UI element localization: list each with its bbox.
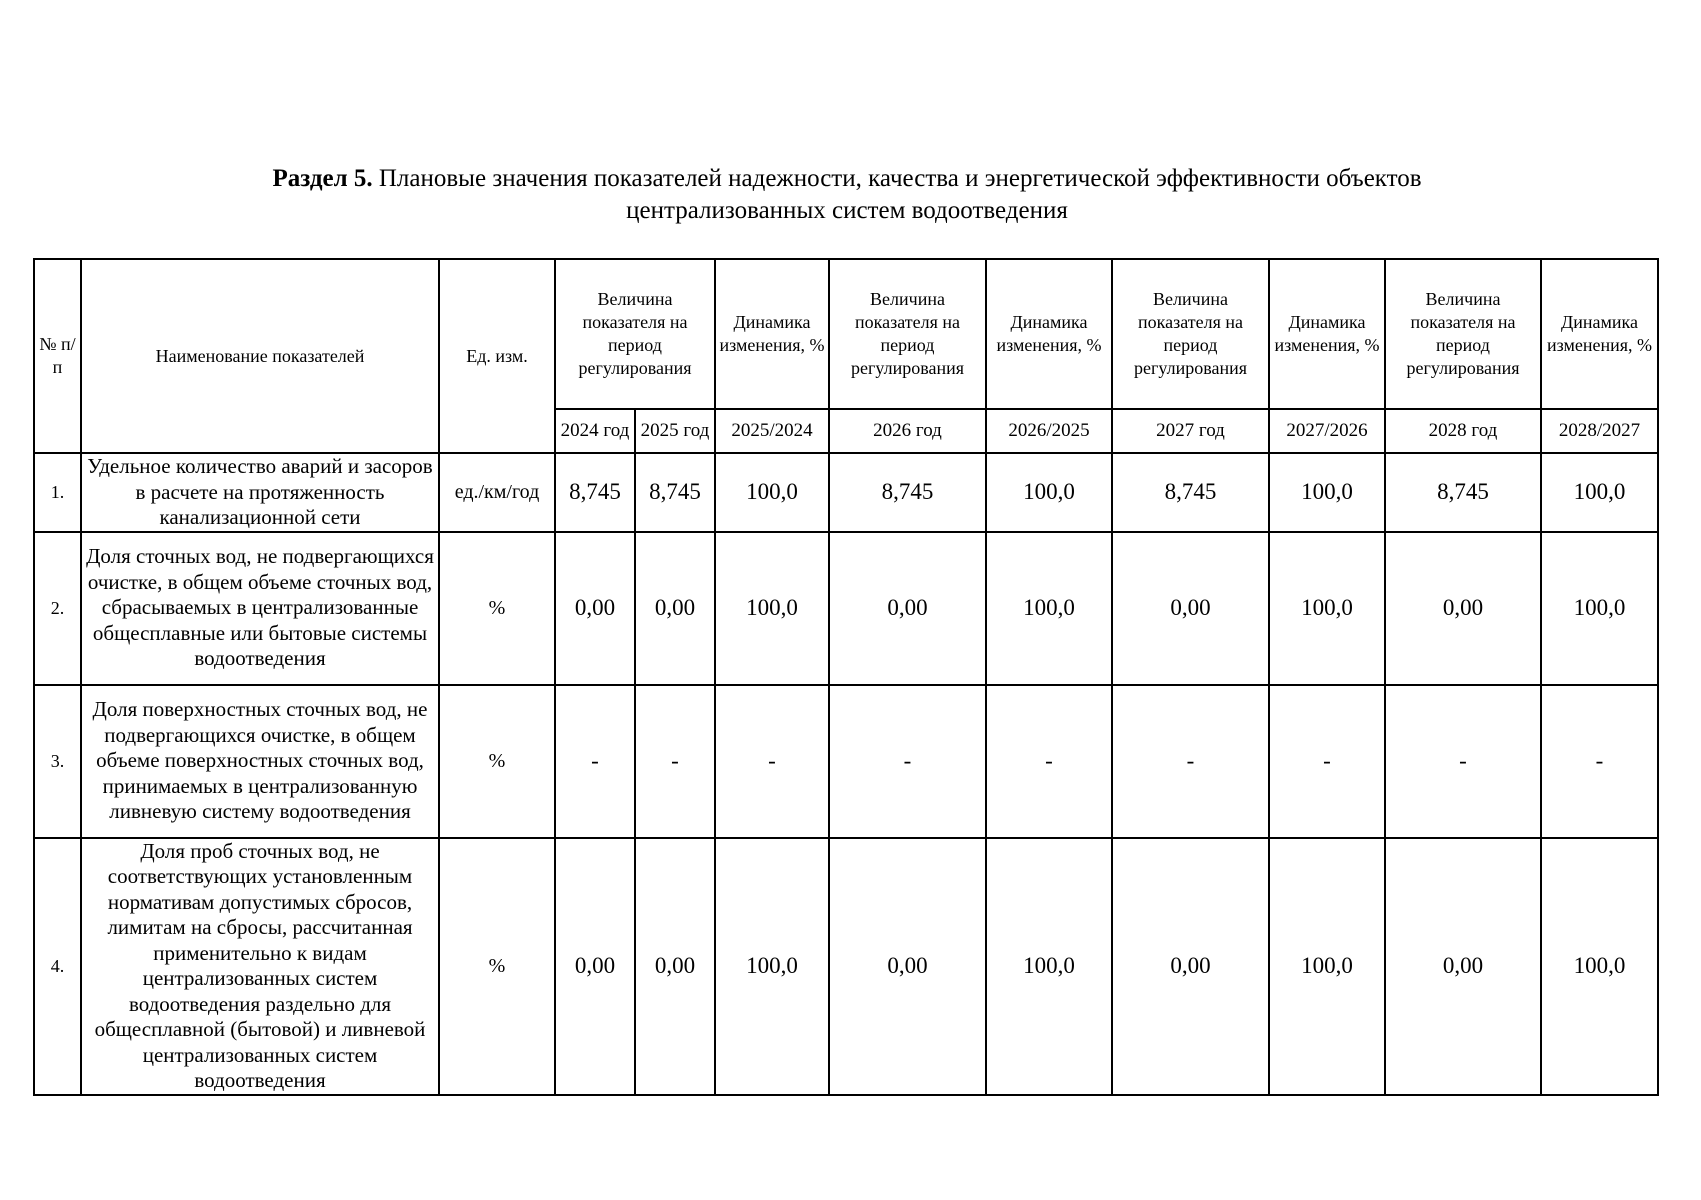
value-cell: - [1269, 685, 1385, 838]
value-cell: 0,00 [829, 532, 986, 685]
value-cell: 0,00 [555, 838, 635, 1095]
value-cell: 100,0 [986, 453, 1112, 532]
indicator-name: Доля сточных вод, не подвергающихся очистке, в общем объеме сточных вод, сбрасываемых в централизованные общесплавные или бытовые системы водоотведения [81, 532, 439, 685]
header-year-2027: 2027 год [1112, 409, 1269, 453]
header-dynamics: Динамика изменения, % [1541, 259, 1658, 409]
value-cell: 8,745 [1112, 453, 1269, 532]
value-cell: 8,745 [829, 453, 986, 532]
value-cell: 0,00 [1385, 532, 1541, 685]
header-value-period: Величина показателя на период регулирования [1385, 259, 1541, 409]
section-title [120, 163, 1574, 227]
unit-cell: % [439, 838, 555, 1095]
table-row [34, 685, 1658, 838]
value-cell: 8,745 [635, 453, 715, 532]
header-year-2025: 2025 год [635, 409, 715, 453]
table-row [34, 453, 1658, 532]
value-cell: - [635, 685, 715, 838]
value-cell: - [1541, 685, 1658, 838]
value-cell: 8,745 [1385, 453, 1541, 532]
header-year-2028: 2028 год [1385, 409, 1541, 453]
value-cell: 0,00 [635, 838, 715, 1095]
value-cell: - [1385, 685, 1541, 838]
header-value-period: Величина показателя на период регулирования [1112, 259, 1269, 409]
indicators-table [33, 258, 1659, 1096]
table-row [34, 532, 1658, 685]
title-line-2: централизованных систем водоотведения [626, 197, 1068, 224]
header-unit: Ед. изм. [439, 259, 555, 453]
value-cell: 0,00 [1112, 838, 1269, 1095]
value-cell: - [555, 685, 635, 838]
value-cell: 0,00 [1112, 532, 1269, 685]
row-number: 2. [34, 532, 81, 685]
value-cell: 100,0 [1541, 453, 1658, 532]
row-number: 1. [34, 453, 81, 532]
value-cell: 100,0 [986, 532, 1112, 685]
header-dynamics: Динамика изменения, % [986, 259, 1112, 409]
value-cell: - [715, 685, 829, 838]
value-cell: 8,745 [555, 453, 635, 532]
header-dyn-2026-2025: 2026/2025 [986, 409, 1112, 453]
value-cell: 100,0 [1541, 838, 1658, 1095]
title-line-1: Плановые значения показателей надежности, качества и энергетической эффективности объектов [372, 165, 1422, 192]
header-dyn-2025-2024: 2025/2024 [715, 409, 829, 453]
indicator-name: Доля проб сточных вод, не соответствующих установленным нормативам допустимых сбросов, лимитам на сбросы, рассчитанная применительно к видам централизованных систем водоотведения раздельно для общесплавной (бытовой) и ливневой централизованных систем водоотведения [81, 838, 439, 1095]
header-value-period: Величина показателя на период регулирования [829, 259, 986, 409]
unit-cell: % [439, 532, 555, 685]
value-cell: 100,0 [715, 532, 829, 685]
value-cell: 100,0 [1269, 838, 1385, 1095]
header-year-2026: 2026 год [829, 409, 986, 453]
value-cell: 100,0 [1269, 453, 1385, 532]
value-cell: 0,00 [635, 532, 715, 685]
value-cell: - [986, 685, 1112, 838]
indicator-name: Доля поверхностных сточных вод, не подвергающихся очистке, в общем объеме поверхностных сточных вод, принимаемых в централизованную ливневую систему водоотведения [81, 685, 439, 838]
value-cell: - [1112, 685, 1269, 838]
header-dynamics: Динамика изменения, % [715, 259, 829, 409]
value-cell: 100,0 [715, 838, 829, 1095]
header-dyn-2027-2026: 2027/2026 [1269, 409, 1385, 453]
section-number: Раздел 5. [272, 165, 373, 192]
header-year-2024: 2024 год [555, 409, 635, 453]
header-name: Наименование показателей [81, 259, 439, 453]
value-cell: 100,0 [715, 453, 829, 532]
value-cell: 0,00 [1385, 838, 1541, 1095]
value-cell: 100,0 [986, 838, 1112, 1095]
indicator-name: Удельное количество аварий и засоров в расчете на протяженность канализационной сети [81, 453, 439, 532]
value-cell: 0,00 [829, 838, 986, 1095]
header-dynamics: Динамика изменения, % [1269, 259, 1385, 409]
table-row [34, 838, 1658, 1095]
value-cell: 0,00 [555, 532, 635, 685]
value-cell: 100,0 [1269, 532, 1385, 685]
unit-cell: ед./км/год [439, 453, 555, 532]
header-no: № п/п [34, 259, 81, 453]
header-dyn-2028-2027: 2028/2027 [1541, 409, 1658, 453]
header-value-period: Величина показателя на период регулирования [555, 259, 715, 409]
row-number: 4. [34, 838, 81, 1095]
header-row [34, 259, 1658, 409]
unit-cell: % [439, 685, 555, 838]
row-number: 3. [34, 685, 81, 838]
value-cell: 100,0 [1541, 532, 1658, 685]
value-cell: - [829, 685, 986, 838]
